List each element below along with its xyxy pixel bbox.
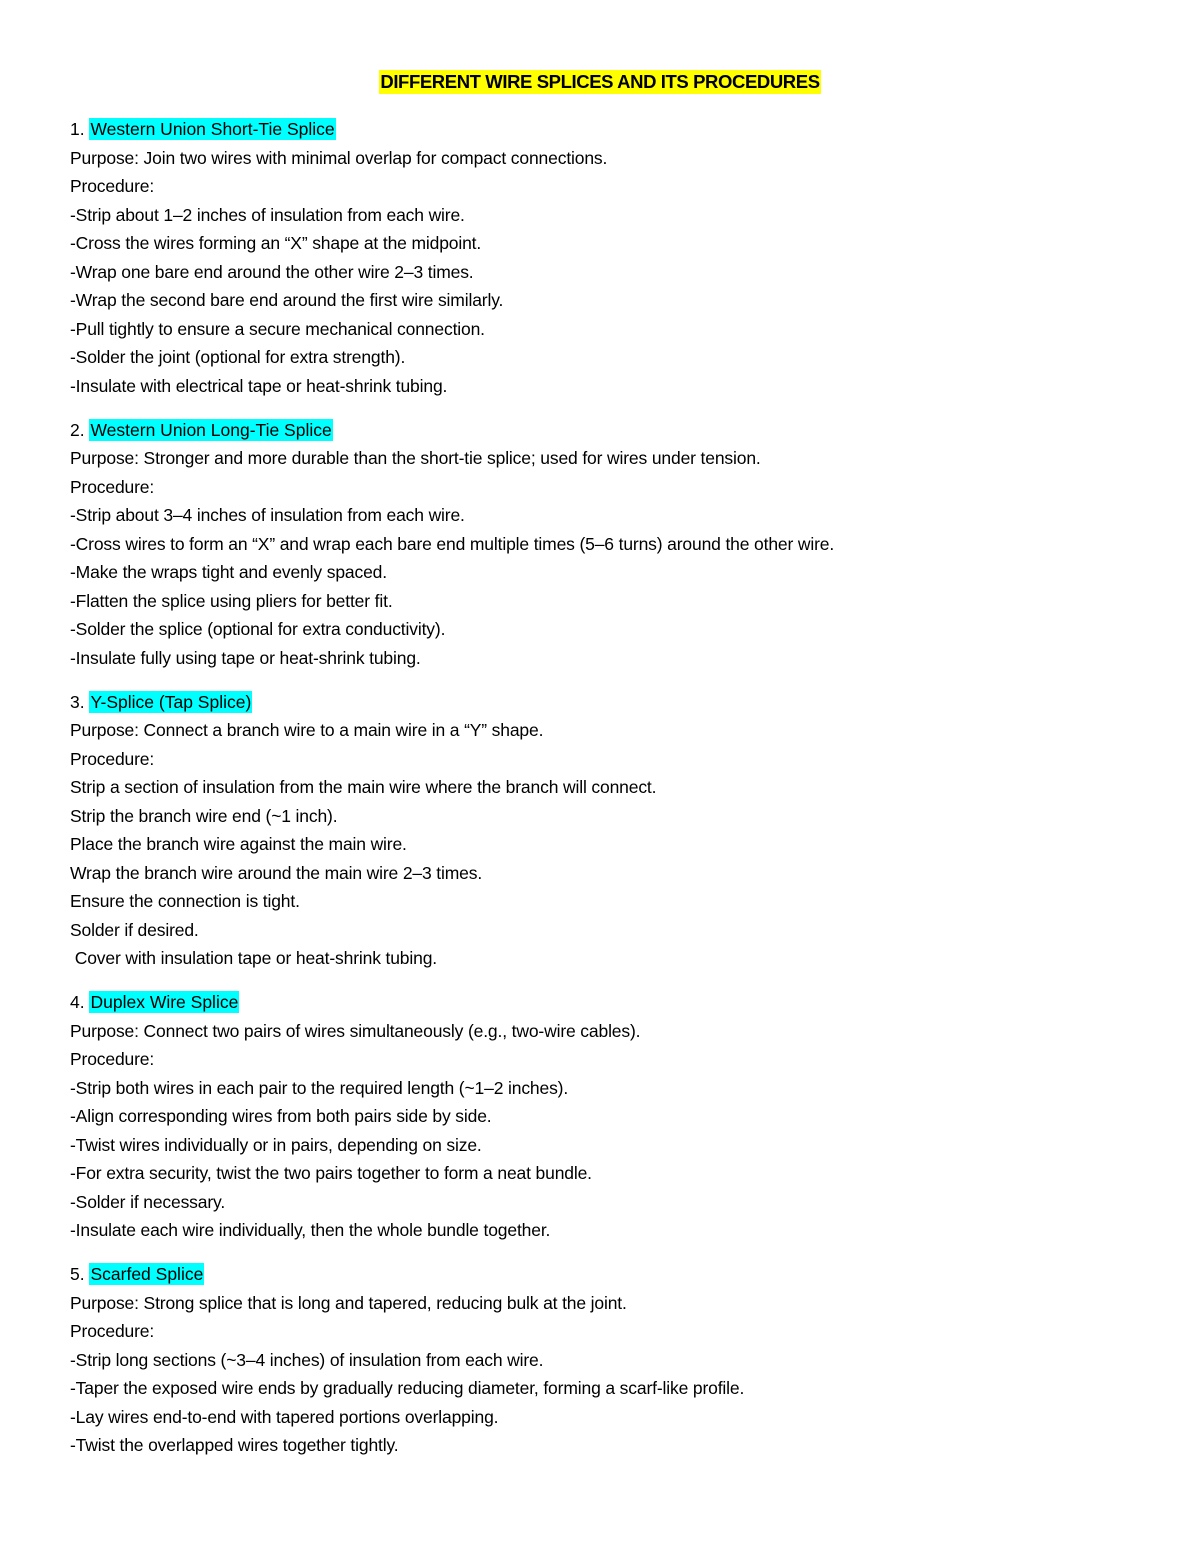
procedure-step: Solder if desired. (70, 919, 199, 940)
procedure-step: -Flatten the splice using pliers for better fit. (70, 590, 393, 611)
procedure-step: Cover with insulation tape or heat-shrink tubing. (70, 948, 438, 968)
procedure-step: -Strip both wires in each pair to the required length (~1–2 inches). (70, 1077, 569, 1098)
section-heading (70, 115, 1150, 144)
procedure-label: Procedure: (70, 176, 155, 196)
procedure-step: -Insulate with electrical tape or heat-shrink tubing. (70, 375, 448, 396)
procedure-step: Ensure the connection is tight. (70, 891, 300, 911)
procedure-step: -For extra security, twist the two pairs together to form a neat bundle. (70, 1163, 592, 1183)
section-heading (70, 416, 1150, 445)
section-purpose: Purpose: Join two wires with minimal overlap for compact connections. (70, 147, 608, 168)
procedure-step: -Solder the joint (optional for extra strength). (70, 347, 406, 367)
procedure-step: -Pull tightly to ensure a secure mechanical connection. (70, 318, 485, 339)
procedure-step: -Strip about 1–2 inches of insulation from each wire. (70, 204, 465, 225)
section-number: 2. (70, 419, 85, 440)
procedure-step: -Twist wires individually or in pairs, depending on size. (70, 1134, 482, 1155)
procedure-label: Procedure: (70, 748, 155, 769)
section-gap (70, 1245, 1150, 1261)
procedure-step: -Solder if necessary. (70, 1191, 226, 1212)
procedure-step: Place the branch wire against the main wire. (70, 834, 407, 854)
procedure-step: -Wrap the second bare end around the first wire similarly. (70, 290, 504, 310)
section-title: Western Union Short-Tie Splice (90, 119, 335, 139)
procedure-label: Procedure: (70, 1049, 155, 1069)
section-title: Scarfed Splice (90, 1264, 204, 1284)
procedure-step: -Make the wraps tight and evenly spaced. (70, 562, 387, 582)
document-title: DIFFERENT WIRE SPLICES AND ITS PROCEDURES (380, 71, 820, 92)
procedure-step: -Wrap one bare end around the other wire 2–3 times. (70, 261, 474, 282)
section-number: 1. (70, 119, 85, 139)
procedure-step: -Insulate each wire individually, then the whole bundle together. (70, 1220, 551, 1240)
section-long-tie-splice (70, 416, 1150, 673)
procedure-step: -Solder the splice (optional for extra conductivity). (70, 619, 446, 639)
section-title: Y-Splice (Tap Splice) (90, 691, 252, 712)
section-title: Western Union Long-Tie Splice (90, 419, 332, 440)
section-title: Duplex Wire Splice (90, 992, 239, 1012)
section-gap (70, 672, 1150, 688)
title-container (0, 70, 1200, 94)
section-scarfed-splice (70, 1260, 1150, 1460)
section-number: 3. (70, 691, 85, 712)
procedure-step: -Twist the overlapped wires together tightly. (70, 1435, 399, 1455)
section-short-tie-splice (70, 115, 1150, 400)
procedure-label: Procedure: (70, 476, 155, 497)
procedure-step: Wrap the branch wire around the main wire 2–3 times. (70, 862, 483, 883)
section-purpose: Purpose: Stronger and more durable than the short-tie splice; used for wires under tension. (70, 448, 761, 468)
section-purpose: Purpose: Connect a branch wire to a main wire in a “Y” shape. (70, 720, 544, 740)
document-body (70, 115, 1150, 1460)
section-heading (70, 1260, 1150, 1289)
procedure-step: -Lay wires end-to-end with tapered portions overlapping. (70, 1406, 499, 1427)
section-purpose: Purpose: Strong splice that is long and tapered, reducing bulk at the joint. (70, 1292, 627, 1313)
section-number: 5. (70, 1264, 85, 1284)
section-number: 4. (70, 992, 85, 1012)
procedure-step: -Insulate fully using tape or heat-shrink tubing. (70, 647, 421, 668)
procedure-step: Strip a section of insulation from the main wire where the branch will connect. (70, 777, 657, 797)
section-heading (70, 988, 1150, 1017)
procedure-step: -Align corresponding wires from both pairs side by side. (70, 1106, 492, 1126)
procedure-step: -Cross the wires forming an “X” shape at the midpoint. (70, 233, 482, 253)
procedure-step: -Strip about 3–4 inches of insulation from each wire. (70, 505, 465, 525)
section-y-splice (70, 688, 1150, 973)
section-gap (70, 400, 1150, 416)
procedure-step: -Strip long sections (~3–4 inches) of insulation from each wire. (70, 1349, 544, 1370)
procedure-label: Procedure: (70, 1321, 155, 1341)
section-gap (70, 973, 1150, 989)
procedure-step: Strip the branch wire end (~1 inch). (70, 805, 338, 826)
section-heading (70, 688, 1150, 717)
section-duplex-wire-splice (70, 988, 1150, 1245)
procedure-step: -Cross wires to form an “X” and wrap each bare end multiple times (5–6 turns) around the other wire. (70, 533, 835, 554)
section-purpose: Purpose: Connect two pairs of wires simultaneously (e.g., two-wire cables). (70, 1020, 641, 1041)
procedure-step: -Taper the exposed wire ends by gradually reducing diameter, forming a scarf-like profile. (70, 1378, 745, 1398)
